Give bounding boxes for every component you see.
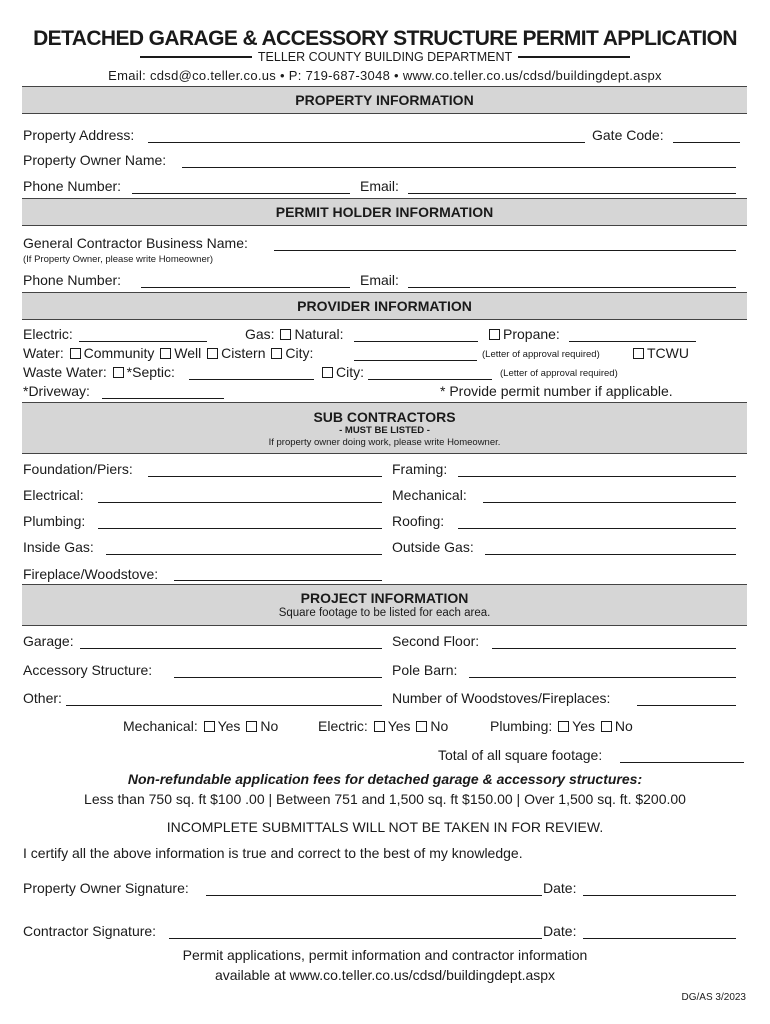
fireplace-field[interactable]	[174, 580, 382, 581]
contractor-date-label: Date:	[543, 923, 577, 939]
other-field[interactable]	[66, 705, 382, 706]
water-letter-note: (Letter of approval required)	[482, 349, 600, 360]
contractor-signature-label: Contractor Signature:	[23, 923, 157, 939]
mechanical-label: Mechanical:	[392, 487, 467, 503]
gate-code-label: Gate Code:	[592, 127, 664, 143]
holder-email-label: Email:	[360, 272, 399, 288]
fee-schedule: Less than 750 sq. ft $100 .00 | Between 751 and 1,500 sq. ft $150.00 | Over 1,500 sq. ft. $200.00	[84, 791, 686, 807]
community-checkbox[interactable]	[70, 348, 81, 359]
contractor-name-label: General Contractor Business Name:	[23, 235, 248, 251]
gas-label: Gas:	[245, 326, 275, 342]
waste-city-checkbox[interactable]	[322, 367, 333, 378]
other-label: Other:	[23, 690, 62, 706]
roofing-label: Roofing:	[392, 513, 445, 529]
water-city-field[interactable]	[354, 360, 477, 361]
garage-label: Garage:	[23, 633, 74, 649]
electric-label: Electric:	[23, 326, 73, 342]
plumbing-yes-checkbox[interactable]	[558, 721, 569, 732]
owner-signature-label: Property Owner Signature:	[23, 880, 189, 896]
tcwu-label: TCWU	[647, 345, 689, 361]
waste-city-label: City:	[336, 364, 364, 380]
owner-name-field[interactable]	[182, 167, 736, 168]
natural-field[interactable]	[354, 341, 478, 342]
foundation-label: Foundation/Piers:	[23, 461, 133, 477]
second-floor-field[interactable]	[492, 648, 736, 649]
electric-yesno	[318, 718, 448, 734]
cistern-checkbox[interactable]	[207, 348, 218, 359]
cistern-label: Cistern	[221, 345, 266, 361]
yes-label: Yes	[387, 718, 411, 734]
community-label: Community	[83, 345, 155, 361]
driveway-label: *Driveway:	[23, 383, 90, 399]
contractor-date-field[interactable]	[583, 938, 736, 939]
propane-label: Propane:	[503, 326, 560, 342]
certify-statement: I certify all the above information is true and correct to the best of my knowledge.	[23, 845, 523, 861]
inside-gas-field[interactable]	[106, 554, 382, 555]
footer-line-1: Permit applications, permit information and contractor information	[182, 947, 588, 963]
permit-number-note: * Provide permit number if applicable.	[440, 383, 673, 399]
framing-field[interactable]	[458, 476, 736, 477]
well-checkbox[interactable]	[160, 348, 171, 359]
waste-city-row	[320, 364, 364, 380]
propane-field[interactable]	[569, 341, 696, 342]
total-sqft-label: Total of all square footage:	[438, 747, 603, 763]
contractor-signature-field[interactable]	[169, 938, 542, 939]
waste-row	[23, 364, 175, 380]
waste-city-field[interactable]	[368, 379, 492, 380]
water-city-checkbox[interactable]	[271, 348, 282, 359]
inside-gas-label: Inside Gas:	[23, 539, 94, 555]
septic-field[interactable]	[189, 379, 314, 380]
electric-yes-checkbox[interactable]	[374, 721, 385, 732]
outside-gas-field[interactable]	[485, 554, 736, 555]
contractor-name-field[interactable]	[274, 250, 736, 251]
contact-line: Email: cdsd@co.teller.co.us • P: 719-687-3048 • www.co.teller.co.us/cdsd/buildingdept.aspx	[108, 68, 662, 83]
septic-label: *Septic:	[126, 364, 175, 380]
total-sqft-field[interactable]	[620, 762, 744, 763]
water-label: Water:	[23, 345, 64, 361]
plumbing-label: Plumbing:	[23, 513, 86, 529]
waste-letter-note: (Letter of approval required)	[500, 368, 618, 379]
holder-phone-field[interactable]	[141, 287, 350, 288]
tcwu-row	[631, 345, 689, 361]
driveway-field[interactable]	[102, 398, 224, 399]
section-project	[22, 584, 747, 626]
propane-row	[487, 326, 560, 342]
foundation-field[interactable]	[148, 476, 382, 477]
section-heading: PERMIT HOLDER INFORMATION	[275, 204, 494, 220]
pole-barn-field[interactable]	[469, 677, 736, 678]
second-floor-label: Second Floor:	[392, 633, 480, 649]
mechanical-no-checkbox[interactable]	[246, 721, 257, 732]
page-title: DETACHED GARAGE & ACCESSORY STRUCTURE PERMIT APPLICATION	[33, 27, 737, 50]
contractor-name-note: (If Property Owner, please write Homeowner)	[23, 254, 214, 265]
owner-date-field[interactable]	[583, 895, 736, 896]
holder-email-field[interactable]	[408, 287, 736, 288]
electrical-label: Electrical:	[23, 487, 84, 503]
plumbing-field[interactable]	[98, 528, 382, 529]
owner-phone-label: Phone Number:	[23, 178, 122, 194]
incomplete-notice: INCOMPLETE SUBMITTALS WILL NOT BE TAKEN IN FOR REVIEW.	[166, 819, 604, 835]
sqft-note: Square footage to be listed for each area.	[278, 607, 491, 619]
plumbing-no-checkbox[interactable]	[601, 721, 612, 732]
accessory-label: Accessory Structure:	[23, 662, 153, 678]
section-property	[22, 86, 747, 114]
gate-code-field[interactable]	[673, 142, 740, 143]
woodstoves-label: Number of Woodstoves/Fireplaces:	[392, 690, 611, 706]
pole-barn-label: Pole Barn:	[392, 662, 458, 678]
owner-phone-field[interactable]	[132, 193, 350, 194]
water-row	[23, 345, 313, 361]
property-address-field[interactable]	[148, 142, 585, 143]
no-label: No	[430, 718, 449, 734]
homeowner-note: If property owner doing work, please write Homeowner.	[268, 437, 501, 448]
fireplace-label: Fireplace/Woodstove:	[23, 566, 159, 582]
owner-email-label: Email:	[360, 178, 399, 194]
department-line	[0, 50, 770, 64]
accessory-field[interactable]	[174, 677, 382, 678]
mechanical-label: Mechanical:	[123, 718, 198, 734]
water-city-label: City:	[285, 345, 314, 361]
section-provider	[22, 292, 747, 320]
section-heading: PROPERTY INFORMATION	[295, 92, 474, 108]
form-code: DG/AS 3/2023	[681, 992, 746, 1003]
section-heading: PROJECT INFORMATION	[300, 590, 469, 606]
septic-checkbox[interactable]	[113, 367, 124, 378]
mechanical-field[interactable]	[483, 502, 736, 503]
holder-phone-label: Phone Number:	[23, 272, 122, 288]
natural-label: Natural:	[294, 326, 344, 342]
outside-gas-label: Outside Gas:	[392, 539, 474, 555]
must-be-listed: - MUST BE LISTED -	[339, 425, 430, 436]
gas-row	[245, 326, 344, 342]
garage-field[interactable]	[80, 648, 382, 649]
roofing-field[interactable]	[458, 528, 736, 529]
section-heading: SUB CONTRACTORS	[313, 409, 456, 425]
electric-field[interactable]	[79, 341, 207, 342]
framing-label: Framing:	[392, 461, 448, 477]
no-label: No	[614, 718, 633, 734]
yes-label: Yes	[217, 718, 241, 734]
woodstoves-field[interactable]	[637, 705, 736, 706]
yes-label: Yes	[572, 718, 595, 734]
owner-date-label: Date:	[543, 880, 577, 896]
fees-heading: Non-refundable application fees for detached garage & accessory structures:	[127, 771, 643, 787]
owner-email-field[interactable]	[408, 193, 736, 194]
rule-right	[518, 56, 630, 58]
section-heading: PROVIDER INFORMATION	[297, 298, 472, 314]
section-subcontractors	[22, 402, 747, 454]
no-label: No	[260, 718, 279, 734]
section-permit-holder	[22, 198, 747, 226]
electrical-field[interactable]	[98, 502, 382, 503]
rule-left	[140, 56, 252, 58]
propane-checkbox[interactable]	[489, 329, 500, 340]
waste-water-label: Waste Water:	[23, 364, 107, 380]
plumbing-label: Plumbing:	[490, 718, 553, 734]
property-address-label: Property Address:	[23, 127, 135, 143]
electric-no-checkbox[interactable]	[416, 721, 427, 732]
owner-signature-field[interactable]	[206, 895, 542, 896]
plumbing-yesno	[490, 718, 633, 734]
footer-line-2: available at www.co.teller.co.us/cdsd/buildingdept.aspx	[214, 967, 556, 983]
well-label: Well	[174, 345, 202, 361]
natural-checkbox[interactable]	[280, 329, 291, 340]
mechanical-yes-checkbox[interactable]	[204, 721, 215, 732]
tcwu-checkbox[interactable]	[633, 348, 644, 359]
mechanical-yesno	[123, 718, 278, 734]
department-name: TELLER COUNTY BUILDING DEPARTMENT	[257, 50, 513, 64]
electric-label: Electric:	[318, 718, 368, 734]
owner-name-label: Property Owner Name:	[23, 152, 167, 168]
